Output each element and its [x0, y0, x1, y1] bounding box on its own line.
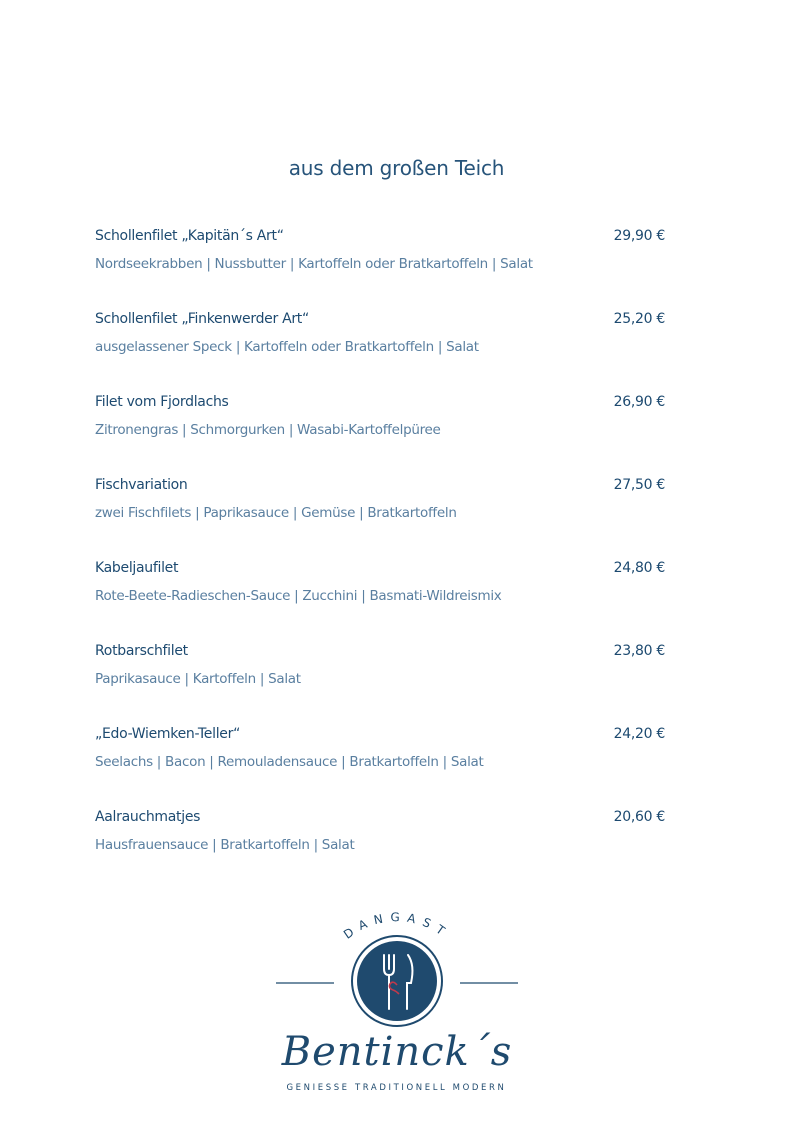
menu-item-price: 29,90 €	[613, 228, 665, 244]
menu-item-description: Rote-Beete-Radieschen-Sauce | Zucchini | Basmati-Wildreismix	[95, 588, 502, 604]
menu-item-name: „Edo-Wiemken-Teller“	[95, 726, 241, 742]
menu-item-name: Schollenfilet „Finkenwerder Art“	[95, 311, 309, 327]
logo-name: Bentinck´s	[281, 1029, 513, 1075]
menu-item	[95, 726, 665, 809]
menu-item-name: Fischvariation	[95, 477, 188, 493]
menu-item	[95, 477, 665, 560]
menu-item-description: Zitronengras | Schmorgurken | Wasabi-Kartoffelpüree	[95, 422, 441, 438]
restaurant-logo	[250, 905, 543, 1105]
menu-item-name: Schollenfilet „Kapitän´s Art“	[95, 228, 284, 244]
section-title: aus dem großen Teich	[288, 156, 505, 180]
menu-item-name: Rotbarschfilet	[95, 643, 188, 659]
menu-list	[95, 228, 665, 892]
menu-item-description: Paprikasauce | Kartoffeln | Salat	[95, 671, 301, 687]
menu-item	[95, 560, 665, 643]
menu-item-price: 27,50 €	[613, 477, 665, 493]
logo-emblem	[357, 941, 437, 1021]
menu-item-price: 24,20 €	[613, 726, 665, 742]
menu-item-description: Seelachs | Bacon | Remouladensauce | Bratkartoffeln | Salat	[95, 754, 484, 770]
logo-graphic	[250, 905, 543, 1080]
menu-item-price: 24,80 €	[613, 560, 665, 576]
menu-item	[95, 311, 665, 394]
menu-item-name: Filet vom Fjordlachs	[95, 394, 229, 410]
menu-item-price: 23,80 €	[613, 643, 665, 659]
menu-item-name: Kabeljaufilet	[95, 560, 179, 576]
logo-top-text: DANGAST	[340, 910, 454, 942]
menu-item-description: zwei Fischfilets | Paprikasauce | Gemüse | Bratkartoffeln	[95, 505, 457, 521]
menu-item	[95, 228, 665, 311]
menu-item-description: Hausfrauensauce | Bratkartoffeln | Salat	[95, 837, 355, 853]
menu-item	[95, 643, 665, 726]
menu-item-description: Nordseekrabben | Nussbutter | Kartoffeln oder Bratkartoffeln | Salat	[95, 256, 533, 272]
menu-item-price: 26,90 €	[613, 394, 665, 410]
menu-item-description: ausgelassener Speck | Kartoffeln oder Bratkartoffeln | Salat	[95, 339, 479, 355]
menu-item	[95, 394, 665, 477]
logo-tagline: GENIESSE TRADITIONELL MODERN	[286, 1083, 507, 1093]
menu-item-name: Aalrauchmatjes	[95, 809, 201, 825]
menu-item	[95, 809, 665, 892]
menu-item-price: 20,60 €	[613, 809, 665, 825]
menu-item-price: 25,20 €	[613, 311, 665, 327]
